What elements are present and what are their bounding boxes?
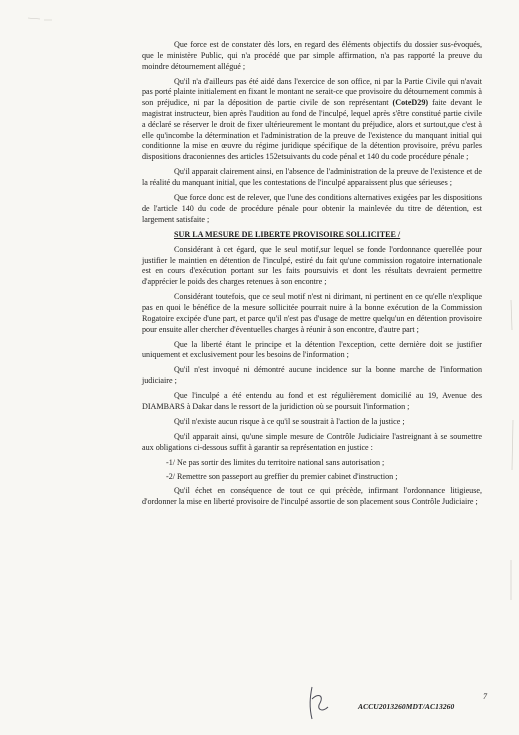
- handwritten-signature: [300, 683, 340, 723]
- obligation-item-1: -1/ Ne pas sortir des limites du territoire national sans autorisation ;: [166, 457, 385, 467]
- paragraph-2: [142, 77, 482, 163]
- paragraph-10: Qu'il n'existe aucun risque à ce qu'il se soustrait à l'action de la justice ;: [174, 416, 405, 426]
- case-reference: ACCU2013260MDT/AC13260: [358, 702, 455, 711]
- paragraph-2-text: Qu'il n'a d'ailleurs pas été aidé dans l'exercice de son office, ni par la Partie Civile qui n'avait pas porté plainte initialement en fixant le montant ne serait-ce que provisoire du détournement commis à son préjudice, ni par la déposition de partie civile de son représentant: [142, 76, 482, 108]
- paragraph-12: Qu'il échet en conséquence de tout ce qui précède, infirmant l'ordonnance litigieuse, d'ordonner la mise en liberté provisoire de l'inculpé assortie de son placement sous Contrôle Judiciaire ;: [142, 486, 482, 507]
- paragraph-1: Que force est de constater dès lors, en regard des éléments objectifs du dossier sus-évoqués, que le ministère Public, qui n'a procédé que par simple affirmation, n'a pas rapporté la preuve du moindre détournement allégué ;: [142, 40, 482, 71]
- paragraph-11: Qu'il apparait ainsi, qu'une simple mesure de Contrôle Judiciaire l'astreignant à se soumettre aux obligations ci-dessous suffit à garantir sa représentation en justice :: [142, 431, 482, 452]
- cote-reference: (CoteD29): [392, 98, 429, 108]
- paragraph-6: Considérant toutefois, que ce seul motif n'est ni dirimant, ni pertinent en ce qu'elle n'explique pas en quoi le bénéfice de la mesure sollicitée pourrait nuire à la bonne exécution de la Commission Rogatoire excipée d'une part, et parce qu'il n'est pas d'usage de mettre quelqu'un en détention provisoire pour ensuite aller chercher d'éventuelles charges à réunir à son encontre, d'autre part ;: [142, 292, 482, 334]
- scan-noise-right-edge: [499, 0, 519, 735]
- paragraph-8: Qu'il n'est invoqué ni démontré aucune incidence sur la bonne marche de l'information judiciaire ;: [142, 365, 482, 386]
- scan-noise-top: [0, 0, 519, 40]
- page-number: 7: [483, 692, 487, 701]
- paragraph-3: Qu'il apparait clairement ainsi, en l'absence de l'administration de la preuve de l'existence et de la réalité du manquant initial, que les contestations de l'inculpé apparaissent plus que sérieuses ;: [142, 167, 482, 187]
- section-heading: SUR LA MESURE DE LIBERTE PROVISOIRE SOLLICITEE /: [174, 229, 401, 239]
- document-body: [142, 40, 482, 512]
- paragraph-5: Considérant à cet égard, que le seul motif,sur lequel se fonde l'ordonnance querellée pour justifier le maintien en détention de l'inculpé, estiré du fait qu'une commission rogatoire internationale est en cours d'exécution portant sur les faits poursuivis et dont les résultats devraient permettre d'apprécier le poids des charges retenues à son encontre ;: [142, 244, 482, 287]
- paragraph-2-continuation: faite devant le magistrat instructeur, bien après l'audition au fond de l'inculpé, lequel après s'être constitué partie civile a déclaré se réserver le droit de fixer ultérieurement le montant du préjudice, alors et surtout,que c'est à elle qu'incombe la détermination et l'administration de la preuve de l'existence du manquant initial qui conditionne la mise en œuvre du régime juridique spécifique de la détention provisoire, prévu parles dispositions draconiennes des articles 152etsuivants du code pénal et 140 du code procédure pénale ;: [142, 98, 482, 162]
- obligation-item-2: -2/ Remettre son passeport au greffier du premier cabinet d'instruction ;: [166, 471, 398, 481]
- paragraph-7: Que la liberté étant le principe et la détention l'exception, cette dernière doit se justifier uniquement et exclusivement pour les besoins de l'information ;: [142, 339, 482, 360]
- paragraph-4: Que force donc est de relever, que l'une des conditions alternatives exigées par les dispositions de l'article 140 du code de procédure pénale pour obtenir la mainlevée du titre de détention, est largement satisfaite ;: [142, 192, 482, 224]
- paragraph-9: Que l'inculpé a été entendu au fond et est régulièrement domicilié au 19, Avenue des DIAMBARS à Dakar dans le ressort de la juridiction où se poursuit l'information ;: [142, 391, 482, 411]
